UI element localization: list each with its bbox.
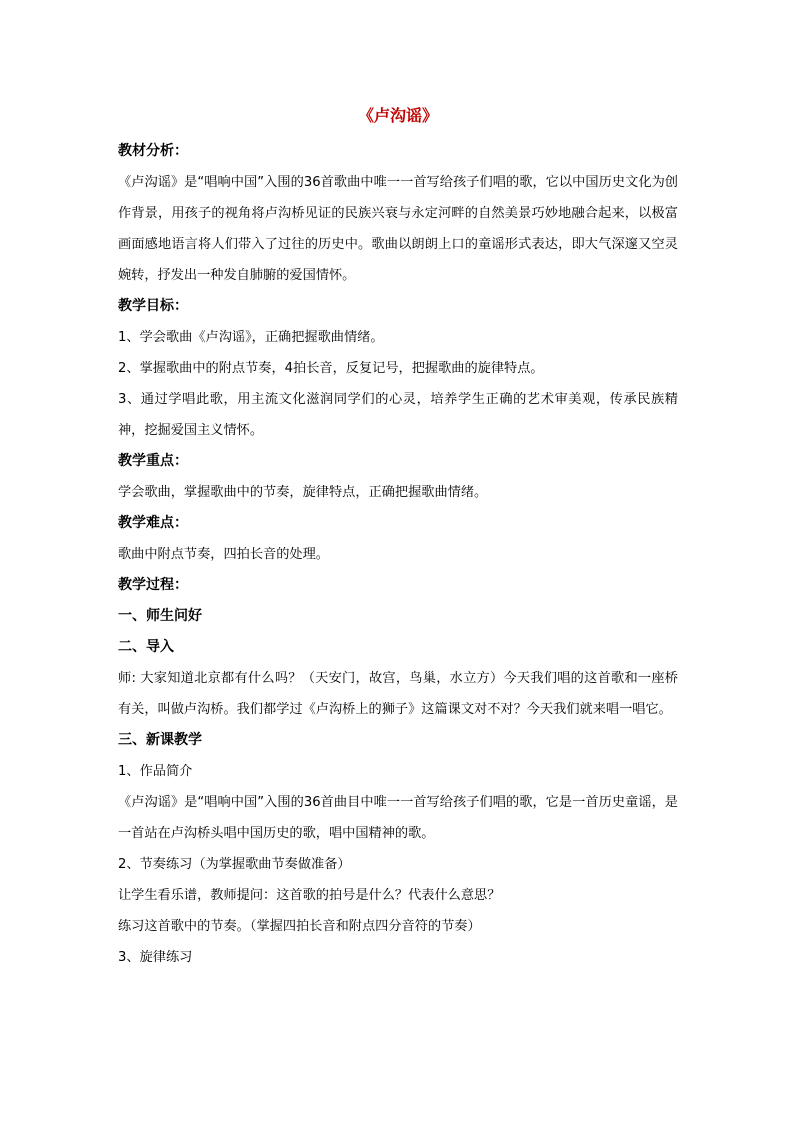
key-points-paragraph: 学会歌曲，掌握歌曲中的节奏，旋律特点，正确把握歌曲情绪。 <box>118 485 488 500</box>
goal-item-1: 1、学会歌曲《卢沟谣》，正确把握歌曲情绪。 <box>118 330 384 345</box>
analysis-heading: 教材分析： <box>118 143 188 159</box>
analysis-paragraph: 《卢沟谣》是“唱响中国”入围的36首歌曲中唯一一首写给孩子们唱的歌，它以中国历史文化为创作背景，用孩子的视角将卢沟桥见证的民族兴衰与永定河畔的自然美景巧妙地融合起来，以极富画面感地语言将人们带入了过往的历史中。歌曲以朗朗上口的童谣形式表达，即大气深邃又空灵婉转，抒发出一种发自肺腑的爱国情怀。 <box>118 175 678 283</box>
step-3-3-label: 3、旋律练习 <box>118 950 193 965</box>
step-1-heading: 一、师生问好 <box>118 608 202 624</box>
difficulty-paragraph: 歌曲中附点节奏，四拍长音的处理。 <box>118 547 329 562</box>
step-3-heading: 三、新课教学 <box>118 732 202 748</box>
key-points-heading: 教学重点： <box>118 453 188 469</box>
step-3-2-paragraph-b: 练习这首歌中的节奏。（掌握四拍长音和附点四分音符的节奏） <box>118 919 481 934</box>
process-heading: 教学过程： <box>118 577 188 593</box>
step-3-2-label: 2、节奏练习（为掌握歌曲节奏做准备） <box>118 857 351 872</box>
step-2-paragraph: 师: 大家知道北京都有什么吗？（天安门，故宫，鸟巢，水立方）今天我们唱的这首歌和一座桥有关，叫做卢沟桥。我们都学过《卢沟桥上的狮子》这篇课文对不对？今天我们就来唱一唱它。 <box>118 671 678 717</box>
step-3-2-paragraph-a: 让学生看乐谱，教师提问：这首歌的拍号是什么？代表什么意思？ <box>118 888 501 903</box>
step-3-1-label: 1、作品简介 <box>118 764 193 779</box>
goal-item-2: 2、掌握歌曲中的附点节奏，4拍长音，反复记号，把握歌曲的旋律特点。 <box>118 361 544 376</box>
step-3-1-paragraph: 《卢沟谣》是“唱响中国”入围的36首曲目中唯一一首写给孩子们唱的歌，它是一首历史童谣，是一首站在卢沟桥头唱中国历史的歌，唱中国精神的歌。 <box>118 795 678 841</box>
goal-item-3: 3、通过学唱此歌，用主流文化滋润同学们的心灵，培养学生正确的艺术审美观，传承民族精神，挖掘爱国主义情怀。 <box>118 392 678 438</box>
difficulty-heading: 教学难点： <box>118 515 188 531</box>
goals-heading: 教学目标： <box>118 298 188 314</box>
document-page <box>118 104 678 973</box>
step-2-heading: 二、导入 <box>118 639 174 655</box>
document-title: 《卢沟谣》 <box>357 106 438 125</box>
